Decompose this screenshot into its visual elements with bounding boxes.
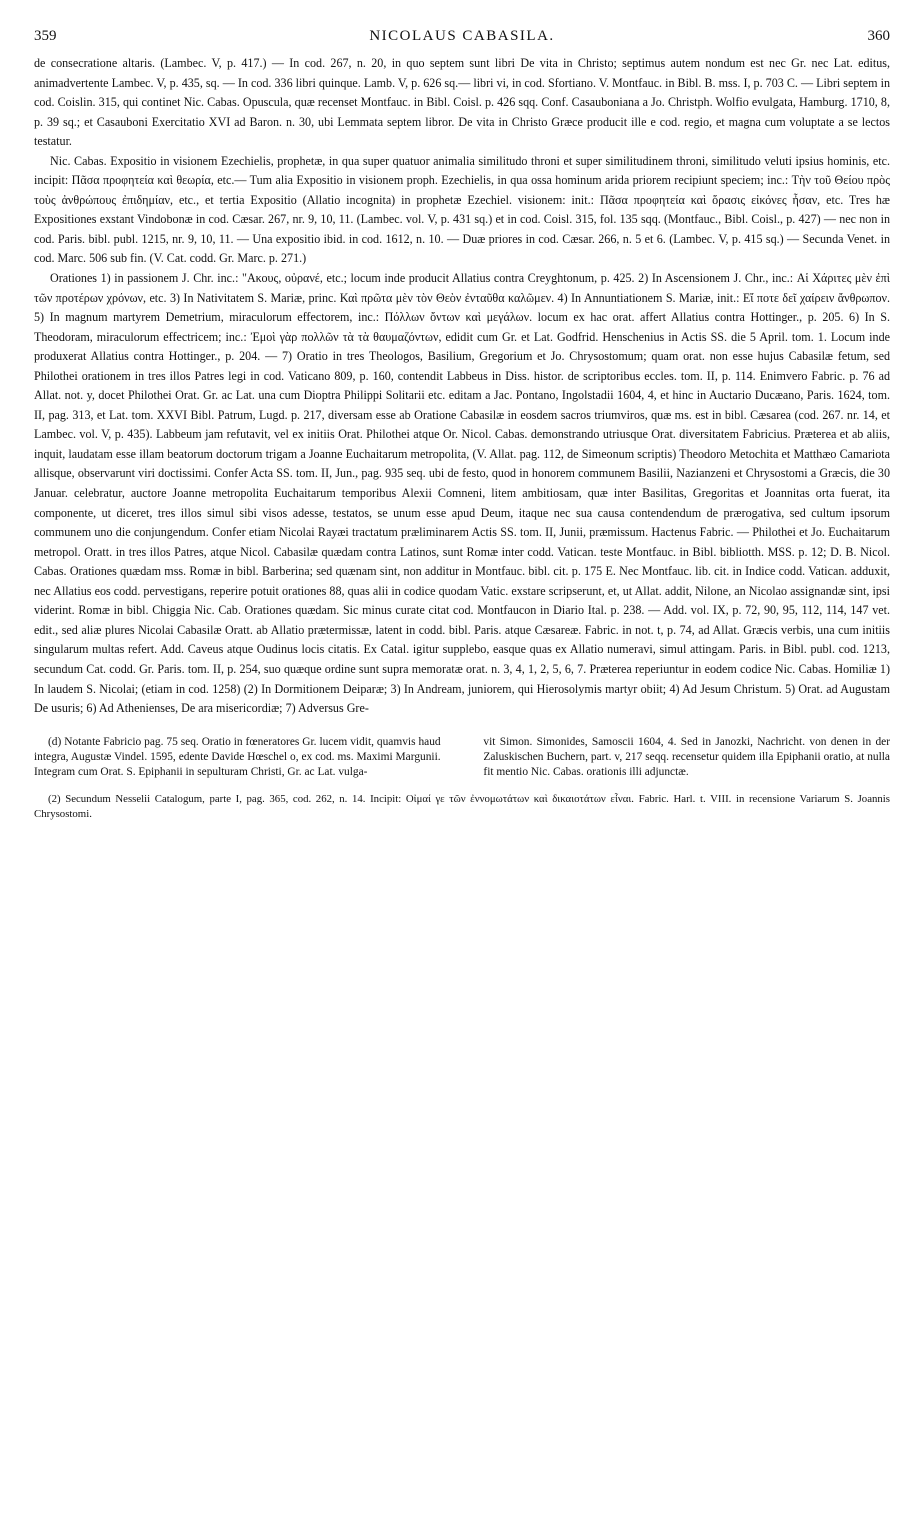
- footnote: (2) Secundum Nesselii Catalogum, parte I, pag. 365, cod. 262, n. 14. Incipit: Οἰμαί γε τῶν ἐννομωτάτων καὶ δικαιοτάτων εἶναι. Fabric. Harl. t. VIII. in recensione Variarum S. Joannis Chrysostomi.: [34, 793, 890, 820]
- paragraph-3: Orationes 1) in passionem J. Chr. inc.: "Ακους, οὐρανέ, etc.; locum inde producit Allatius contra Creyghtonum, p. 425. 2) In Ascensionem J. Chr., inc.: Αἱ Χάριτες μὲν ἐπὶ τῶν προτέρων χρόνων, etc. 3) In Nativitatem S. Mariæ, princ. Καὶ πρῶτα μὲν τὸν Θεὸν ἐνταῦθα καλῶμεν. 4) In Annuntiationem S. Mariæ, init.: Εἴ ποτε δεῖ χαίρειν ἄνθρωπον. 5) In magnum martyrem Demetrium, miraculorum effectorem, inc.: Πόλλων ὄντων καὶ μεγάλων. locum ex hac orat. affert Allatius contra Hottinger., p. 205. 6) In S. Theodoram, miraculorum effectricem; inc.: Ἐμοὶ γὰρ πολλῶν τὰ τὰ θαυμαζόντων, edidit cum Gr. et Lat. Godfrid. Henschenius in Actis SS. die 5 April. tom. 1. Locum inde produxerat Allatius contra Hottinger., p. 204. — 7) Oratio in tres Theologos, Basilium, Gregorium et Jo. Chrysostomum; quam orat. non esse hujus Cabasilæ fetum, sed Philothei orationem in tres illos Patres legi in cod. Vaticano 809, p. 160, contendit Labbeus in Diss. histor. de scriptoribus eccles. tom. II, p. 114. Enimvero Fabric. p. 76 ad Allat. not. y, docet Philothei Orat. Gr. ac Lat. una cum Dioptra Philippi Solitarii etc. editam a Jac. Pontano, Ingolstadii 1604, 4, et hinc in Auctario Ducæano, Paris. 1624, tom. II, pag. 313, et Lat. tom. XXVI Bibl. Patrum, Lugd. p. 217, diversam esse ab Oratione Cabasilæ in eosdem sacros triumviros, quæ ms. est in bibl. Cæsarea (cod. 267. nr. 14, et Lambec. vol. V, p. 435). Labbeum jam refutavit, vel ex initiis Orat. Philothei atque Or. Nicol. Cabas. demonstrando utriusque Orat. diversitatem Fabricius. Præterea et ab aliis, inquit, laudatam esse illam beatorum doctorum trigam a Joanne Euchaitarum metropolita, (V. Allat. pag. 112, de Simeonum scriptis) Theodoro Metochita et Matthæo Camariota allisque, observarunt viri doctissimi. Confer Acta SS. tom. II, Jun., pag. 935 seq. ubi de festo, quod in honorem communem Basilii, Nazianzeni et Chrysostomi a Græcis, die 30 Januar. celebratur, auctore Joanne metropolita Euchaitarum temporibus Alexii Comneni, litem ambitiosam, quæ inter Basilitas, Gregoritas et Joannitas orta fuerat, ita componente, ut diceret, tres illos simul sibi visos adesse, testatos, se unum esse apud Deum, itaque nec sua causa contendendum de prærogativa, sed cultum ipsorum communem uno die conjungendum. Confer etiam Nicolai Rayæi tractatum præliminarem Actis SS. tom. II, Junii, præmissum. Hactenus Fabric. — Philothei et Jo. Euchaitarum metropol. Oratt. in tres illos Patres, atque Nicol. Cabasilæ quædam contra Latinos, sunt Romæ inter codd. Vatican. teste Montfauc. in Bibl. bibliotth. MSS. p. 12; D. B. Nicol. Cabas. Orationes quædam mss. Romæ in bibl. Barberina; sed quænam sint, non additur in Montfauc. bibl. cit. p. 175 E. Nec Montfauc. lib. cit. in Indice codd. Vatican. adduxit, nec Allatius eos codd. pervestigans, reperire potuit orationes 88, quas alii in codice quodam Vatic. exstare scripserunt, et, ut Allat. addit, Nilone, an Nicolao assignandæ sint, ipsi viderint. Romæ in bibl. Chiggia Nic. Cab. Orationes quædam. Sic minus curate citat cod. Montfaucon in Diario Ital. p. 238. — Add. vol. IX, p. 72, 90, 95, 112, 114, 147 vet. edit., sed aliæ plures Nicolai Cabasilæ Oratt. ab Allatio prætermissæ, latent in codd. bibl. Paris. atque Cæsareæ. Fabric. in not. t, p. 74, ad Allat. Græcis verbis, una cum initiis singularum multas refert. Add. Caveus atque Oudinus locis citatis. Ex Catal. igitur supplebo, easque quas ex Allatio numeravi, simul attingam. Paris. in Bibl. publ. cod. 1213, secundum Cat. codd. Gr. Paris. tom. II, p. 254, suo quæque ordine sunt supra memoratæ orat. n. 3, 4, 1, 2, 5, 6, 7. Præterea reperiuntur in eodem codice Nic. Cabas. Homiliæ 1) In laudem S. Nicolai; (etiam in cod. 1258) (2) In Dormitionem Deiparæ; 3) In Andream, juniorem, qui Hierosolymis martyr obiit; 4) Ad Jesum Christum. 5) Orat. ad Augustam De usuris; 6) Ad Athenienses, De ara misericordiæ; 7) Adversus Gre-: [34, 271, 890, 716]
- left-page-number: 359: [34, 28, 57, 44]
- paragraph-2: Nic. Cabas. Expositio in visionem Ezechielis, prophetæ, in qua super quatuor animalia similitudo throni et super similitudinem throni, similitudo veluti ipsius hominis, etc. incipit: Πᾶσα προφητεία καὶ θεωρία, etc.— Tum alia Expositio in visionem proph. Ezechielis, in qua ossa hominum arida priorem recipiunt speciem; inc.: Τὴν τοῦ Θείου πρὸς τοὺς ἀνθρώπους ἐπιδημίαν, etc., et tertia Expositio (Allatio incognita) in prophetæ Ezechiel. visionem: init.: Πᾶσα προφητεία καὶ ὅρασις εἰκόνες ἦσαν, etc. Tres hæ Expositiones exstant Vindobonæ in cod. Cæsar. 267, nr. 9, 10, 11. (Lambec. vol. V, p. 431 sq.) et in cod. Coisl. 315, fol. 135 sqq. (Montfauc., Bibl. Coisl., p. 427) — nec non in cod. Paris. bibl. publ. 1215, nr. 9, 10, 11. — Una expositio ibid. in cod. 1612, n. 10. — Duæ priores in cod. Cæsar. 266, n. 5 et 6. (Lambec. V, p. 415 sq.) — Secunda Venet. in cod. Marc. 506 sub fin. (V. Cat. codd. Gr. Marc. p. 271.): [34, 153, 890, 266]
- running-head: [34, 28, 890, 50]
- note-left-column: (d) Notante Fabricio pag. 75 seq. Oratio in fœneratores Gr. lucem vidit, quamvis haud integra, Augustæ Vindel. 1595, edente Davide Hœschel o, ex cod. ms. Maximi Margunii. Integram cum Orat. S. Epiphanii in sepulturam Christi, Gr. ac Lat. vulga-: [34, 735, 441, 778]
- right-page-number: 360: [867, 28, 890, 44]
- paragraph-1: de consecratione altaris. (Lambec. V, p. 417.) — In cod. 267, n. 20, in quo septem sunt libri De vita in Christo; septimus autem nondum est nec Gr. nec Lat. editus, animadvertente Lambec. V, p. 435, sq. — In cod. 336 libri quinque. Lamb. V, p. 626 sq.— libri vi, in cod. Sfortiano. V. Montfauc. in Bibl. B. mss. I, p. 703 C. — Libri septem in cod. Coislin. 315, qui continet Nic. Cabas. Opuscula, quæ recenset Montfauc. in Bibl. Coisl. p. 426 sqq. Conf. Casauboniana a Jo. Christph. Wolfio evulgata, Hamburg. 1710, 8, p. 39 sq.; et Casauboni Exercitatio XVI ad Baron. n. 30, ubi Lemmata septem libror. De vita in Christo Græce producit ille e cod. regio, et magna cum voluptate a se lectos testatur.: [34, 56, 890, 149]
- note-right-column: vit Simon. Simonides, Samoscii 1604, 4. Sed in Janozki, Nachricht. von denen in der Zaluskischen Buchern, part. v, 217 seqq. recensetur quidem illa Epiphanii oratio, at nulla fit mentio Nic. Cabas. orationis illi adjunctæ.: [483, 735, 890, 778]
- main-text: [34, 54, 890, 719]
- notes-columns: [34, 735, 890, 781]
- running-title: NICOLAUS CABASILA.: [369, 28, 555, 44]
